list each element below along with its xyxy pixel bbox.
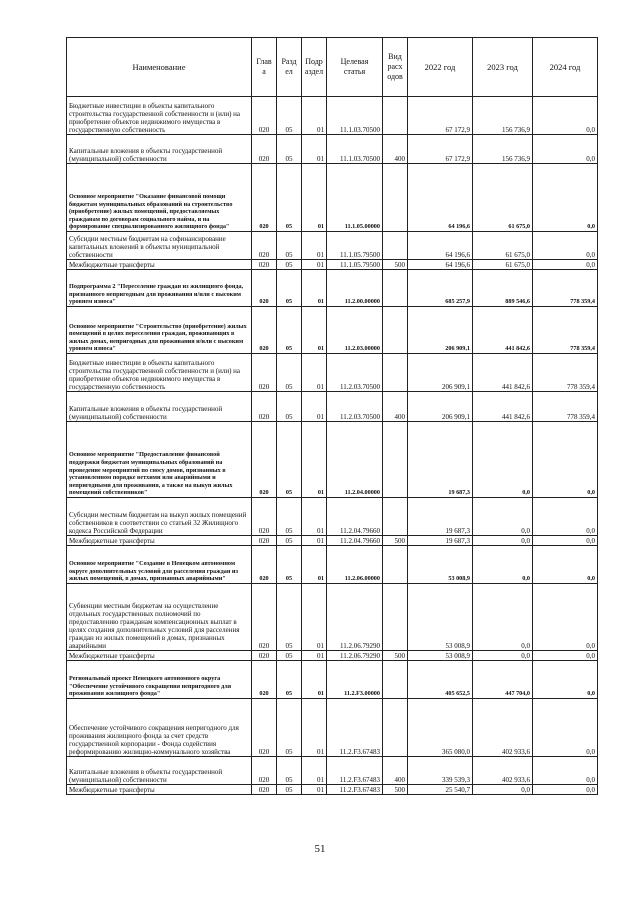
cell-statya: 11.2.04.79660: [327, 536, 383, 546]
cell-2022: 206 909,1: [408, 307, 473, 354]
cell-name: Бюджетные инвестиции в объекты капитального строительства государственной собственности и (или) на приобретение объектов недвижимого имущества в государственную собственность: [67, 97, 252, 135]
cell-name: Основное мероприятие "Создание в Ненецком автономном округе дополнительных условий для расселения граждан из жилых помещений, в домах, признанных аварийными": [67, 546, 252, 584]
cell-name: Капитальные вложения в объекты государственной (муниципальной) собственности: [67, 392, 252, 422]
cell-2022: 64 196,6: [408, 260, 473, 270]
cell-2023: 61 675,0: [473, 164, 533, 232]
cell-razdel: 05: [277, 135, 302, 164]
table-row: [67, 699, 598, 757]
table-row: [67, 97, 598, 135]
cell-statya: 11.2.F3.67483: [327, 785, 383, 795]
cell-podrazdel: 01: [302, 757, 327, 785]
cell-podrazdel: 01: [302, 260, 327, 270]
cell-2023: 402 933,6: [473, 699, 533, 757]
cell-2022: 67 172,9: [408, 97, 473, 135]
cell-2022: 67 172,9: [408, 135, 473, 164]
cell-vid: [383, 232, 408, 260]
table-row: [67, 661, 598, 699]
table-row: [67, 498, 598, 536]
table-row: [67, 270, 598, 307]
cell-statya: 11.1.05.79500: [327, 260, 383, 270]
cell-razdel: 05: [277, 354, 302, 392]
cell-razdel: 05: [277, 757, 302, 785]
cell-name: Субсидии местным бюджетам на софинансирование капитальных вложений в объекты муниципальной собственности: [67, 232, 252, 260]
cell-statya: 11.1.03.70500: [327, 97, 383, 135]
cell-2024: 0,0: [533, 164, 598, 232]
cell-2023: 0,0: [473, 651, 533, 661]
cell-2024: 0,0: [533, 135, 598, 164]
cell-statya: 11.2.F3.00000: [327, 661, 383, 699]
cell-glava: 020: [252, 97, 277, 135]
cell-glava: 020: [252, 354, 277, 392]
cell-razdel: 05: [277, 422, 302, 498]
cell-name: Субсидии местным бюджетам на выкуп жилых помещений собственников в соответствии со статьей 32 Жилищного кодекса Российской Федерации: [67, 498, 252, 536]
cell-razdel: 05: [277, 651, 302, 661]
cell-glava: 020: [252, 785, 277, 795]
cell-glava: 020: [252, 307, 277, 354]
cell-glava: 020: [252, 270, 277, 307]
header-name: Наименование: [67, 38, 252, 97]
cell-statya: 11.1.03.70500: [327, 135, 383, 164]
cell-vid: 400: [383, 392, 408, 422]
cell-name: Межбюджетные трансферты: [67, 651, 252, 661]
cell-vid: [383, 354, 408, 392]
cell-razdel: 05: [277, 392, 302, 422]
cell-2023: 0,0: [473, 536, 533, 546]
cell-razdel: 05: [277, 584, 302, 651]
cell-vid: 500: [383, 785, 408, 795]
cell-glava: 020: [252, 135, 277, 164]
cell-2022: 339 539,3: [408, 757, 473, 785]
cell-razdel: 05: [277, 699, 302, 757]
cell-podrazdel: 01: [302, 699, 327, 757]
cell-glava: 020: [252, 536, 277, 546]
cell-2023: 441 842,6: [473, 392, 533, 422]
cell-name: Основное мероприятие "Предоставление финансовой поддержки бюджетам муниципальных образований на проведение мероприятий по сносу домов, признанных в установленном порядке ветхими или аварийными и непригодными для проживания, а также на выкуп жилых помещений собственников": [67, 422, 252, 498]
cell-name: Подпрограмма 2 "Переселение граждан из жилищного фонда, признанного непригодным для проживания и/или с высоким уровнем износа": [67, 270, 252, 307]
cell-2022: 365 080,0: [408, 699, 473, 757]
cell-glava: 020: [252, 392, 277, 422]
table-row: [67, 232, 598, 260]
cell-podrazdel: 01: [302, 97, 327, 135]
cell-name: Бюджетные инвестиции в объекты капитального строительства государственной собственности и (или) на приобретение объектов недвижимого имущества в государственную собственность: [67, 354, 252, 392]
cell-2024: 0,0: [533, 584, 598, 651]
cell-2023: 0,0: [473, 422, 533, 498]
cell-vid: 500: [383, 651, 408, 661]
cell-2024: 0,0: [533, 757, 598, 785]
cell-podrazdel: 01: [302, 232, 327, 260]
cell-podrazdel: 01: [302, 584, 327, 651]
cell-2024: 0,0: [533, 661, 598, 699]
cell-glava: 020: [252, 498, 277, 536]
cell-razdel: 05: [277, 270, 302, 307]
cell-glava: 020: [252, 651, 277, 661]
table-row: [67, 757, 598, 785]
cell-2023: 441 842,6: [473, 354, 533, 392]
cell-2022: 53 008,9: [408, 584, 473, 651]
cell-podrazdel: 01: [302, 270, 327, 307]
cell-podrazdel: 01: [302, 135, 327, 164]
table-row: [67, 422, 598, 498]
cell-name: Капитальные вложения в объекты государственной (муниципальной) собственности: [67, 757, 252, 785]
cell-2023: 61 675,0: [473, 232, 533, 260]
cell-2024: 0,0: [533, 536, 598, 546]
table-body: [67, 97, 598, 795]
cell-vid: [383, 97, 408, 135]
header-2023: 2023 год: [473, 38, 533, 97]
cell-2023: 441 842,6: [473, 307, 533, 354]
cell-podrazdel: 01: [302, 354, 327, 392]
cell-razdel: 05: [277, 307, 302, 354]
cell-vid: [383, 422, 408, 498]
cell-2022: 25 540,7: [408, 785, 473, 795]
cell-vid: [383, 307, 408, 354]
cell-2022: 685 257,9: [408, 270, 473, 307]
cell-statya: 11.1.05.00000: [327, 164, 383, 232]
header-statya: Целевая статья: [327, 38, 383, 97]
table-header-row: [67, 38, 598, 97]
page-number: 51: [314, 843, 326, 855]
table-row: [67, 536, 598, 546]
cell-podrazdel: 01: [302, 422, 327, 498]
budget-table-sheet: [66, 37, 597, 795]
cell-razdel: 05: [277, 661, 302, 699]
cell-name: Капитальные вложения в объекты государственной (муниципальной) собственности: [67, 135, 252, 164]
cell-name: Обеспечение устойчивого сокращения непригодного для проживания жилищного фонда за счет средств государственной корпорации - Фонда содействия реформированию жилищно-коммунального хозяйства: [67, 699, 252, 757]
cell-razdel: 05: [277, 97, 302, 135]
budget-table: [66, 37, 598, 795]
cell-2024: 0,0: [533, 260, 598, 270]
cell-vid: [383, 584, 408, 651]
table-row: [67, 785, 598, 795]
cell-2024: 0,0: [533, 785, 598, 795]
cell-2022: 64 196,6: [408, 232, 473, 260]
cell-2022: 19 687,3: [408, 498, 473, 536]
cell-2023: 156 736,9: [473, 135, 533, 164]
cell-podrazdel: 01: [302, 392, 327, 422]
cell-name: Межбюджетные трансферты: [67, 785, 252, 795]
cell-statya: 11.2.00.00000: [327, 270, 383, 307]
cell-vid: [383, 661, 408, 699]
cell-2022: 19 687,3: [408, 536, 473, 546]
cell-podrazdel: 01: [302, 785, 327, 795]
cell-glava: 020: [252, 757, 277, 785]
table-row: [67, 135, 598, 164]
cell-podrazdel: 01: [302, 164, 327, 232]
table-row: [67, 651, 598, 661]
cell-2022: 206 909,1: [408, 392, 473, 422]
cell-statya: 11.2.06.79290: [327, 584, 383, 651]
header-podrazdel: Подр аздел: [302, 38, 327, 97]
cell-glava: 020: [252, 699, 277, 757]
cell-statya: 11.2.03.70500: [327, 392, 383, 422]
cell-glava: 020: [252, 232, 277, 260]
cell-razdel: 05: [277, 232, 302, 260]
table-row: [67, 584, 598, 651]
header-2022: 2022 год: [408, 38, 473, 97]
cell-vid: [383, 270, 408, 307]
header-vid: Вид расх одов: [383, 38, 408, 97]
cell-glava: 020: [252, 546, 277, 584]
cell-name: Межбюджетные трансферты: [67, 260, 252, 270]
cell-2022: 19 687,3: [408, 422, 473, 498]
cell-razdel: 05: [277, 546, 302, 584]
cell-name: Основное мероприятие "Строительство (приобретение) жилых помещений в целях переселения граждан, проживающих в жилых домах, непригодных для проживания и/или с высоким уровнем износа": [67, 307, 252, 354]
cell-2023: 0,0: [473, 498, 533, 536]
cell-statya: 11.2.04.00000: [327, 422, 383, 498]
cell-statya: 11.2.03.70500: [327, 354, 383, 392]
cell-podrazdel: 01: [302, 651, 327, 661]
cell-2023: 447 704,0: [473, 661, 533, 699]
cell-glava: 020: [252, 422, 277, 498]
cell-razdel: 05: [277, 498, 302, 536]
cell-2023: 0,0: [473, 785, 533, 795]
cell-statya: 11.2.06.79290: [327, 651, 383, 661]
cell-name: Региональный проект Ненецкого автономного округа "Обеспечение устойчивого сокращения непригодного для проживания жилищного фонда": [67, 661, 252, 699]
cell-2024: 778 359,4: [533, 307, 598, 354]
cell-razdel: 05: [277, 164, 302, 232]
cell-glava: 020: [252, 260, 277, 270]
cell-2023: 156 736,9: [473, 97, 533, 135]
cell-vid: 500: [383, 260, 408, 270]
cell-podrazdel: 01: [302, 546, 327, 584]
table-row: [67, 354, 598, 392]
cell-name: Межбюджетные трансферты: [67, 536, 252, 546]
cell-vid: [383, 546, 408, 584]
cell-statya: 11.2.F3.67483: [327, 699, 383, 757]
cell-2022: 206 909,1: [408, 354, 473, 392]
cell-podrazdel: 01: [302, 661, 327, 699]
cell-vid: [383, 498, 408, 536]
cell-razdel: 05: [277, 536, 302, 546]
cell-statya: 11.2.03.00000: [327, 307, 383, 354]
table-row: [67, 164, 598, 232]
cell-vid: 400: [383, 135, 408, 164]
cell-podrazdel: 01: [302, 307, 327, 354]
cell-2024: 0,0: [533, 498, 598, 536]
cell-2023: 889 546,6: [473, 270, 533, 307]
cell-podrazdel: 01: [302, 536, 327, 546]
table-row: [67, 546, 598, 584]
table-row: [67, 260, 598, 270]
cell-2024: 0,0: [533, 546, 598, 584]
cell-razdel: 05: [277, 260, 302, 270]
header-2024: 2024 год: [533, 38, 598, 97]
cell-razdel: 05: [277, 785, 302, 795]
cell-statya: 11.1.05.79500: [327, 232, 383, 260]
cell-name: Основное мероприятие "Оказание финансовой помощи бюджетам муниципальных образований на строительство (приобретение) жилых помещений, предоставляемых гражданам по договорам социального найма, и на формирование специализированного жилищного фонда": [67, 164, 252, 232]
header-razdel: Разд ел: [277, 38, 302, 97]
cell-2024: 778 359,4: [533, 270, 598, 307]
cell-2023: 402 933,6: [473, 757, 533, 785]
cell-glava: 020: [252, 661, 277, 699]
cell-podrazdel: 01: [302, 498, 327, 536]
table-row: [67, 392, 598, 422]
cell-vid: [383, 699, 408, 757]
cell-2023: 0,0: [473, 584, 533, 651]
cell-2024: 778 359,4: [533, 354, 598, 392]
cell-2022: 53 008,9: [408, 546, 473, 584]
cell-vid: 400: [383, 757, 408, 785]
cell-2022: 64 196,6: [408, 164, 473, 232]
cell-2022: 53 008,9: [408, 651, 473, 661]
cell-vid: [383, 164, 408, 232]
cell-2022: 405 652,5: [408, 661, 473, 699]
cell-2024: 0,0: [533, 422, 598, 498]
cell-2024: 0,0: [533, 651, 598, 661]
cell-statya: 11.2.04.79660: [327, 498, 383, 536]
cell-2024: 0,0: [533, 699, 598, 757]
cell-glava: 020: [252, 164, 277, 232]
cell-glava: 020: [252, 584, 277, 651]
cell-2023: 61 675,0: [473, 260, 533, 270]
cell-vid: 500: [383, 536, 408, 546]
cell-2023: 0,0: [473, 546, 533, 584]
cell-2024: 0,0: [533, 232, 598, 260]
cell-statya: 11.2.06.00000: [327, 546, 383, 584]
cell-name: Субвенции местным бюджетам на осуществление отдельных государственных полномочий по предоставлению гражданам компенсационных выплат в целях создания дополнительных условий для расселения граждан из жилых помещений в домах, признанных аварийными: [67, 584, 252, 651]
cell-2024: 0,0: [533, 97, 598, 135]
table-row: [67, 307, 598, 354]
cell-statya: 11.2.F3.67483: [327, 757, 383, 785]
header-glava: Глав а: [252, 38, 277, 97]
cell-2024: 778 359,4: [533, 392, 598, 422]
